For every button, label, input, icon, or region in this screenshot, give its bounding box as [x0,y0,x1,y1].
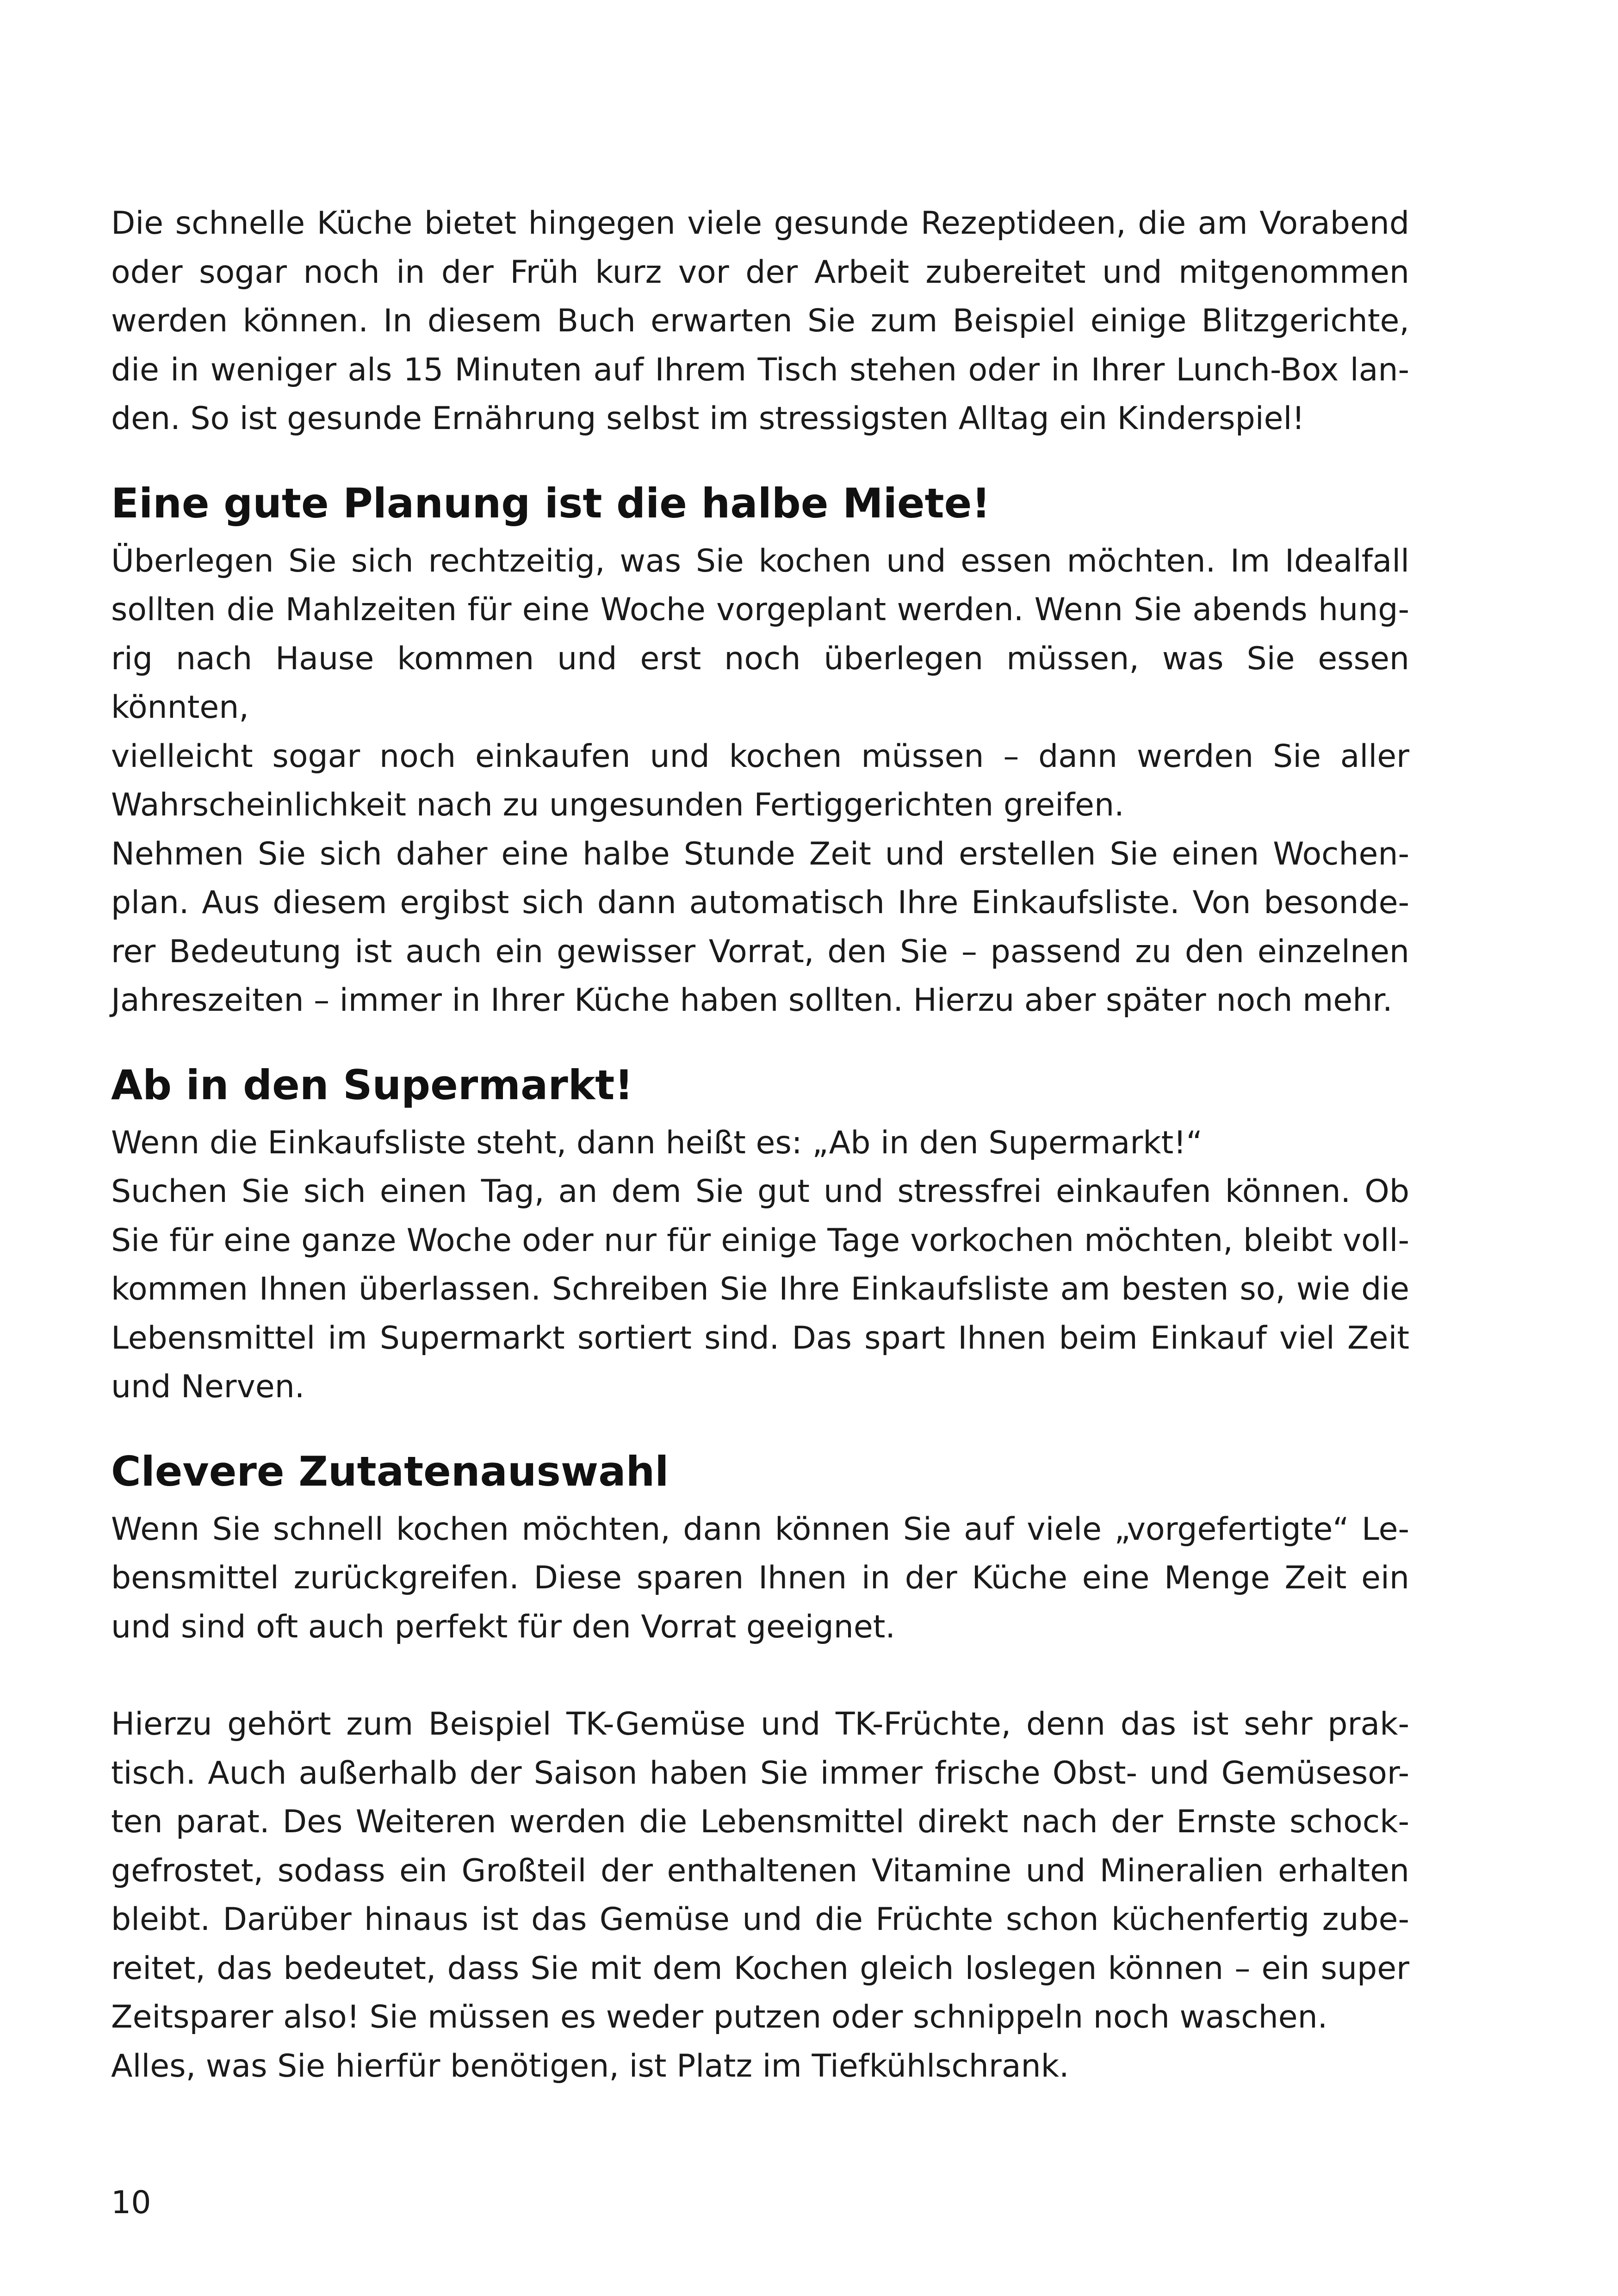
text-line: Alles, was Sie hierfür benötigen, ist Platz im Tiefkühlschrank. [111,2047,1069,2084]
text-line: Hierzu gehört zum Beispiel TK-Gemüse und TK-Früchte, denn das ist sehr prak- [111,1706,1409,1742]
text-line: Wenn die Einkaufsliste steht, dann heißt es: „Ab in den Supermarkt!“ [111,1124,1203,1161]
text-line: werden können. In diesem Buch erwarten Sie zum Beispiel einige Blitzgerichte, [111,303,1409,339]
section-heading-supermarkt: Ab in den Supermarkt! [111,1061,633,1109]
text-line: bensmittel zurückgreifen. Diese sparen Ihnen in der Küche eine Menge Zeit ein [111,1560,1409,1596]
zutatenauswahl-paragraph-1 [111,1505,1409,1652]
text-line: bleibt. Darüber hinaus ist das Gemüse und die Früchte schon küchenfertig zube- [111,1901,1409,1938]
text-line: ten parat. Des Weiteren werden die Lebensmittel direkt nach der Ernste schock- [111,1804,1409,1840]
text-line: Sie für eine ganze Woche oder nur für einige Tage vorkochen möchten, bleibt voll- [111,1222,1409,1259]
section-heading-planung: Eine gute Planung ist die halbe Miete! [111,479,991,527]
text-line: plan. Aus diesem ergibst sich dann automatisch Ihre Einkaufsliste. Von besonde- [111,884,1409,921]
text-line: Überlegen Sie sich rechtzeitig, was Sie kochen und essen möchten. Im Idealfall [111,542,1409,579]
section-heading-zutatenauswahl: Clevere Zutatenauswahl [111,1447,669,1495]
text-line: reitet, das bedeutet, dass Sie mit dem Kochen gleich loslegen können – ein super [111,1950,1409,1987]
text-line: kommen Ihnen überlassen. Schreiben Sie Ihre Einkaufsliste am besten so, wie die [111,1271,1409,1307]
page-number: 10 [111,2184,151,2221]
text-line: vielleicht sogar noch einkaufen und kochen müssen – dann werden Sie aller [111,738,1409,775]
text-line: Jahreszeiten – immer in Ihrer Küche haben sollten. Hierzu aber später noch mehr. [111,982,1393,1019]
intro-paragraph [111,199,1409,443]
text-line: Wenn Sie schnell kochen möchten, dann können Sie auf viele „vorgefertigte“ Le- [111,1511,1409,1548]
text-line: rer Bedeutung ist auch ein gewisser Vorrat, den Sie – passend zu den einzelnen [111,933,1409,970]
text-line: und sind oft auch perfekt für den Vorrat geeignet. [111,1608,895,1645]
text-line: Nehmen Sie sich daher eine halbe Stunde Zeit und erstellen Sie einen Wochen- [111,835,1409,872]
supermarkt-paragraph [111,1119,1409,1412]
text-line: gefrostet, sodass ein Großteil der enthaltenen Vitamine und Mineralien erhalten [111,1852,1409,1889]
text-line: Zeitsparer also! Sie müssen es weder putzen oder schnippeln noch waschen. [111,1999,1328,2035]
text-line: den. So ist gesunde Ernährung selbst im stressigsten Alltag ein Kinderspiel! [111,400,1305,437]
text-line: rig nach Hause kommen und erst noch überlegen müssen, was Sie essen könnten, [111,640,1409,726]
text-line: Lebensmittel im Supermarkt sortiert sind. Das spart Ihnen beim Einkauf viel Zeit [111,1319,1409,1356]
zutatenauswahl-paragraph-2 [111,1700,1409,2091]
text-line: Suchen Sie sich einen Tag, an dem Sie gut und stressfrei einkaufen können. Ob [111,1173,1409,1210]
book-page [111,199,1409,2091]
text-line: und Nerven. [111,1369,305,1405]
text-line: Wahrscheinlichkeit nach zu ungesunden Fertiggerichten greifen. [111,787,1124,823]
text-line: oder sogar noch in der Früh kurz vor der Arbeit zubereitet und mitgenommen [111,254,1409,291]
text-line: tisch. Auch außerhalb der Saison haben Sie immer frische Obst- und Gemüsesor- [111,1755,1409,1792]
text-line: Die schnelle Küche bietet hingegen viele gesunde Rezeptideen, die am Vorabend [111,205,1409,242]
planung-paragraph [111,537,1409,1025]
text-line: die in weniger als 15 Minuten auf Ihrem Tisch stehen oder in Ihrer Lunch-Box lan- [111,351,1409,388]
text-line: sollten die Mahlzeiten für eine Woche vorgeplant werden. Wenn Sie abends hung- [111,591,1409,628]
